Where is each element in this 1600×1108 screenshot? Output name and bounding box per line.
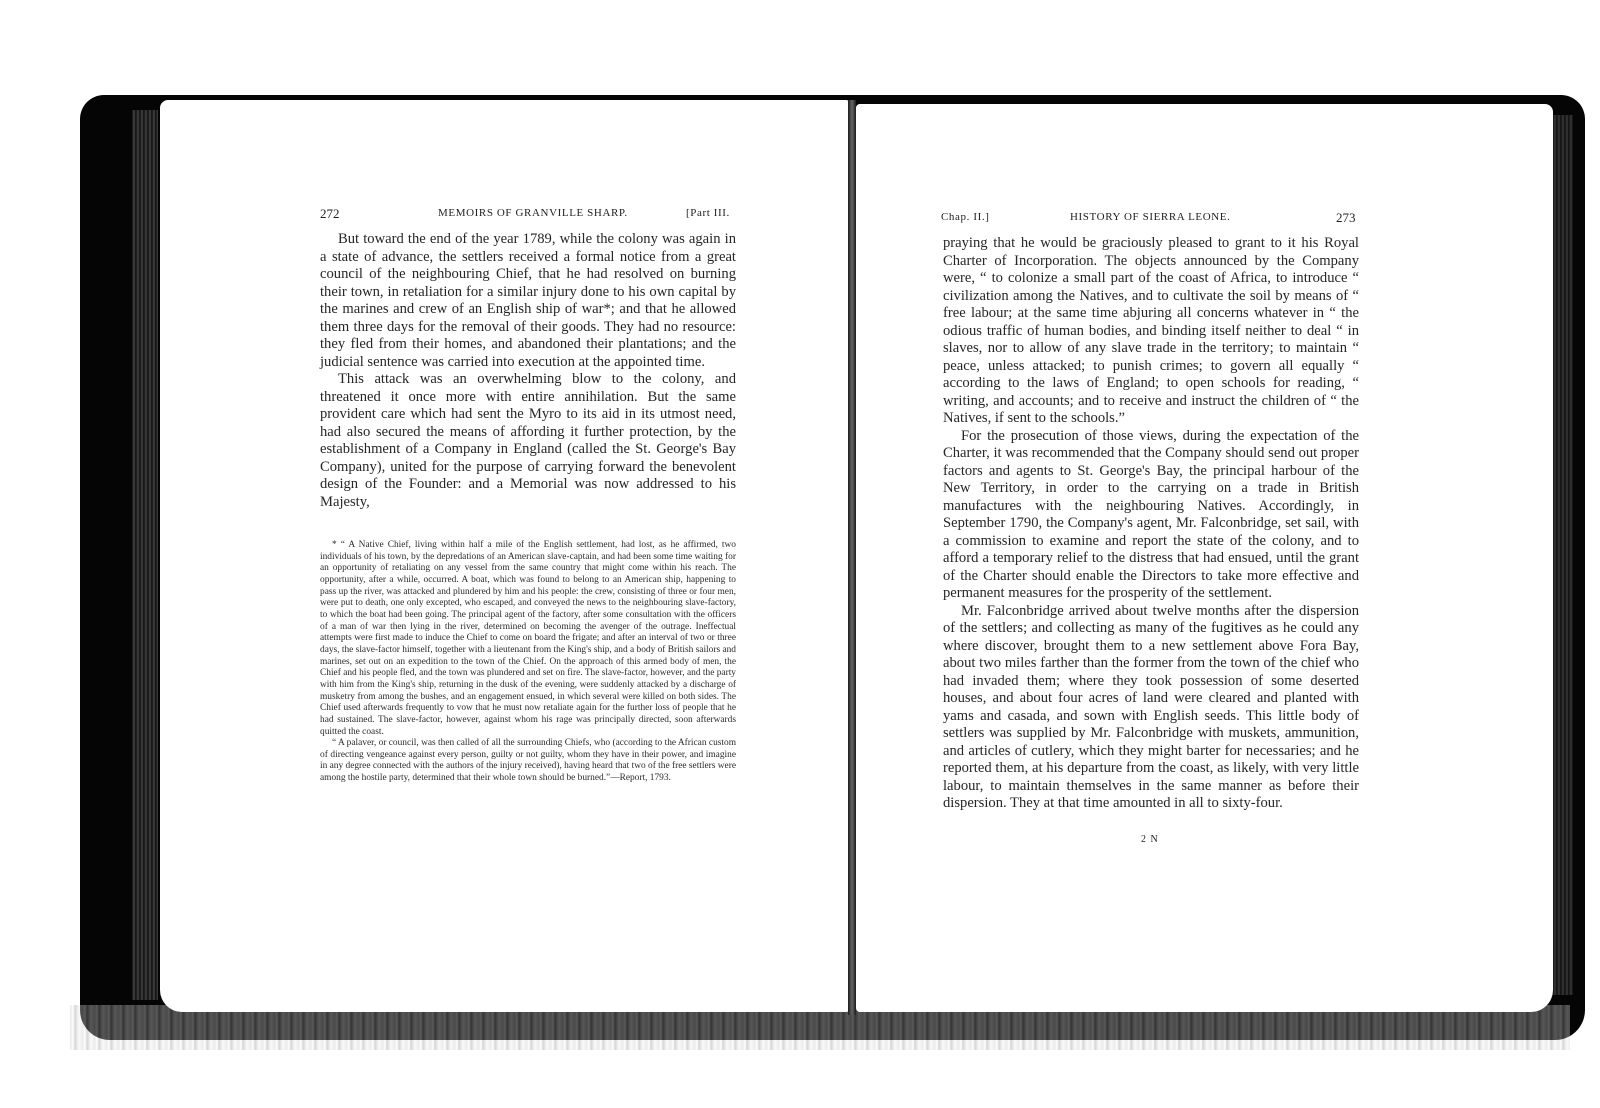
book-gutter [848, 100, 856, 1015]
footnote: “ A palaver, or council, was then called of all the surrounding Chiefs, who (according to the African custom of directing vengeance against every person, guilty or not guilty, whom they have in their power, and imagine in any degree connected with the authors of the injury received), having heard that two of the free settlers were among the hostile party, determined that their whole town should be burned.”—Report, 1793. [320, 738, 736, 784]
right-body-text [943, 235, 1359, 813]
signature-mark: 2 N [1141, 834, 1159, 845]
left-page-edges [132, 110, 158, 1000]
left-footnotes [320, 540, 736, 785]
right-chapter-label: Chap. II.] [941, 211, 990, 223]
right-page-number: 273 [1336, 210, 1356, 225]
left-running-title: MEMOIRS OF GRANVILLE SHARP. [438, 207, 628, 219]
right-page-edges [1553, 115, 1573, 995]
right-paragraph: Mr. Falconbridge arrived about twelve months after the dispersion of the settlers; and collecting as many of the fugitives as he could any where discover, brought them to a new settlement above Fora Bay, about two miles farther than the former from the town of the chief who had invaded them; where they took possession of some deserted houses, and about four acres of land were cleared and planted with yams and casada, and sown with English seeds. This little body of settlers was supplied by Mr. Falconbridge with muskets, ammunition, and articles of cutlery, which they might barter for necessaries; and he reported them, at his departure from the coast, as likely, with very little labour, to maintain themselves in the same manner as before their dispersion. They at that time amounted in all to sixty-four. [943, 602, 1359, 811]
left-part-label: [Part III. [686, 207, 730, 219]
left-paragraph: But toward the end of the year 1789, while the colony was again in a state of advance, the settlers received a formal notice from a great council of the neighbouring Chief, that he had resolved on burning their town, in retaliation for a similar injury done to his own capital by the marines and crew of an English ship of war*; and that he allowed them three days for the removal of their goods. They had no resource: they fled from their homes, and abandoned their plantations; and the judicial sentence was carried into execution at the appointed time. [320, 231, 736, 370]
right-paragraph: For the prosecution of those views, during the expectation of the Charter, it was recommended that the Company should send out proper factors and agents to St. George's Bay, the principal harbour of the New Territory, in order to the carrying on a trade in British manufactures with the neighbouring Natives. Accordingly, in September 1790, the Company's agent, Mr. Falconbridge, set sail, with a commission to examine and report the state of the colony, and to afford a temporary relief to the distress that had ensued, until the grant of the Charter should enable the Directors to take more effective and permanent measures for the prosperity of the settlement. [943, 427, 1359, 601]
footnote: * “ A Native Chief, living within half a mile of the English settlement, had lost, as he affirmed, two individuals of his town, by the depredations of an American slave-captain, and had been some time waiting for an opportunity of retaliating on any vessel from the same country that might come within his reach. The opportunity, after a while, occurred. A boat, which was found to belong to an American ship, happening to pass up the river, was attacked and plundered by him and his people: the crew, consisting of three or four men, were put to death, one only excepted, who escaped, and conveyed the news to the neighbouring slave-factory, to which the boat had been going. The principal agent of the factory, after some consultation with the officers of a man of war then lying in the river, determined on becoming the avenger of the outrage. Ineffectual attempts were first made to induce the Chief to come on board the frigate; and after an interval of two or three days, the slave-factor himself, together with a lieutenant from the King's ship, and a body of British sailors and marines, set out on an expedition to the town of the Chief. On the approach of this armed body of men, the Chief and his people fled, and the town was plundered and set on fire. The slave-factor, however, and the party with him from the King's ship, returning in the dusk of the evening, were suddenly attacked by a discharge of musketry from among the bushes, and an engagement ensued, in which several were killed on both sides. The Chief used afterwards frequently to vow that he must now retaliate again for the further loss of people that he had sustained. The slave-factor, however, against whom his rage was principally directed, soon afterwards quitted the coast. [320, 540, 736, 737]
left-body-text [320, 231, 736, 511]
right-paragraph: praying that he would be graciously pleased to grant to it his Royal Charter of Incorporation. The objects announced by the Company were, “ to colonize a small part of the coast of Africa, to introduce “ civilization among the Natives, and to cultivate the soil by means of “ free labour; at the same time abjuring all concerns whatever in “ the odious traffic of human bodies, and binding itself neither to deal “ in slaves, nor to allow of any slave trade in the territory; to maintain “ peace, unless attacked; to punish crimes; to govern all equally “ according to the laws of England; to open schools for reading, “ writing, and accounts; and to receive and instruct the children of “ the Natives, if sent to the schools.” [943, 235, 1359, 426]
left-page-number: 272 [320, 206, 340, 221]
left-paragraph: This attack was an overwhelming blow to the colony, and threatened it once more with entire annihilation. But the same provident care which had sent the Myro to its aid in its utmost need, had also secured the means of affording it further protection, by the establishment of a Company in England (called the St. George's Bay Company), united for the purpose of carrying forward the benevolent design of the Founder: and a Memorial was now addressed to his Majesty, [320, 371, 736, 510]
right-running-title: HISTORY OF SIERRA LEONE. [1070, 211, 1231, 223]
